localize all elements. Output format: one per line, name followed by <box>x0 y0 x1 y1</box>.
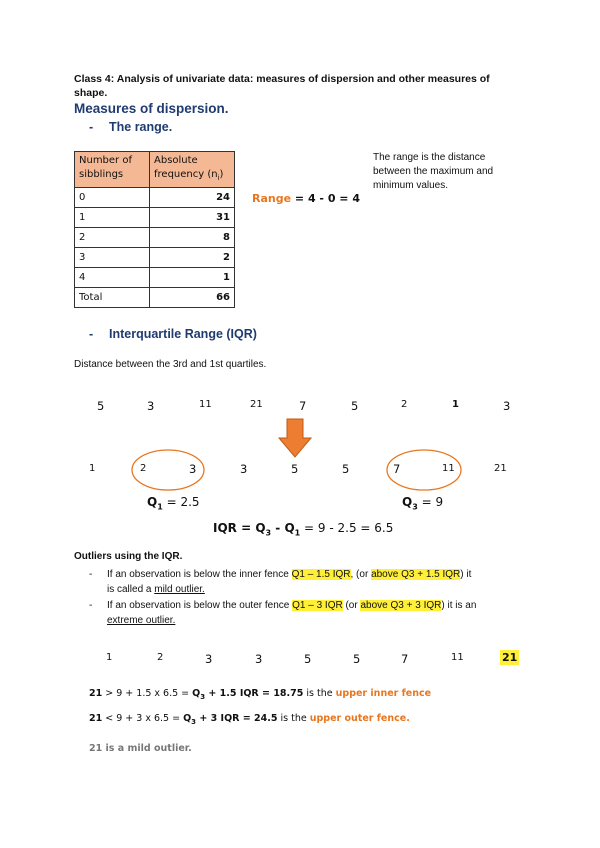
seq-value-highlighted: 21 <box>502 651 518 664</box>
bullet-iqr: - Interquartile Range (IQR) <box>89 327 257 341</box>
iqr-description: Distance between the 3rd and 1st quartiles. <box>74 359 267 370</box>
seq-value: 1 <box>106 652 113 663</box>
seq-value: 1 <box>89 463 96 474</box>
table-header-frequency: Absolute frequency $(n_i)$ <box>150 152 235 188</box>
seq-value: 7 <box>401 652 409 666</box>
outer-fence-inequality: 21 < 9 + 3 x $6.5 = Q_3 + 3$ IQR = 24.5 is the upper outer fence. <box>89 713 410 726</box>
seq-value: 7 <box>299 399 307 413</box>
q1-label: $Q_1 = 2.5$ <box>147 495 200 512</box>
outlier-rule-extreme: - If an observation is below the outer fence Q1 – 3 IQR (or above Q3 + 3 IQR) it is an extreme outlier. <box>89 600 477 626</box>
seq-value: 3 <box>189 462 197 476</box>
seq-value: 2 <box>401 399 408 410</box>
table-header-siblings: Number of sibblings <box>75 152 150 188</box>
seq-value: 5 <box>353 652 361 666</box>
seq-value: 3 <box>147 399 155 413</box>
seq-value: 11 <box>442 463 455 474</box>
seq-value: 2 <box>140 463 147 474</box>
outlier-rule-mild: - If an observation is below the inner fence Q1 – 1.5 IQR, (or above Q3 + 1.5 IQR) it is called a mild outlier. <box>89 569 472 595</box>
seq-value: 3 <box>205 652 213 666</box>
seq-value: 3 <box>255 652 263 666</box>
table-header-row <box>75 152 235 188</box>
table-row: 3 2 <box>75 248 235 268</box>
section-heading: Measures of dispersion. <box>74 101 229 116</box>
inner-fence-inequality: 21 > 9 + 1.5 x $6.5 = Q_3 + 1.5$ IQR = 18.75 is the upper inner fence <box>89 688 432 701</box>
outliers-heading: Outliers using the IQR. <box>74 551 183 562</box>
seq-value: 2 <box>157 652 164 663</box>
seq-value: 5 <box>97 399 105 413</box>
table-row: 1 31 <box>75 208 235 228</box>
page-title: Class 4: Analysis of univariate data: measures of dispersion and other measures of shape. <box>74 73 490 99</box>
seq-value: 3 <box>240 462 248 476</box>
seq-value: 5 <box>342 462 350 476</box>
table-row: 2 8 <box>75 228 235 248</box>
range-note: The range is the distance between the maximum and minimum values. <box>373 152 494 191</box>
seq-value: 5 <box>351 399 359 413</box>
conclusion: 21 is a mild outlier. <box>89 743 192 754</box>
frequency-table <box>74 151 235 308</box>
table-total-row: Total 66 <box>75 288 235 308</box>
seq-value: 11 <box>199 399 212 410</box>
iqr-calculation: IQR = $Q_3 - Q_1 = 9 - 2.5 = 6.5$ <box>213 521 394 538</box>
table-row: 0 24 <box>75 188 235 208</box>
table-row: 4 1 <box>75 268 235 288</box>
bullet-range: - The range. <box>89 120 173 134</box>
seq-value: 1 <box>452 399 459 410</box>
bullet-iqr-text: Interquartile Range (IQR) <box>109 327 257 341</box>
seq-value: 3 <box>503 399 511 413</box>
seq-value: 5 <box>304 652 312 666</box>
q3-label: $Q_3 = 9$ <box>402 495 444 512</box>
range-formula: Range = 4 - 0 = 4 <box>252 192 361 205</box>
seq-value: 5 <box>291 462 299 476</box>
seq-value: 21 <box>250 399 263 410</box>
seq-value: 21 <box>494 463 507 474</box>
seq-value: 11 <box>451 652 464 663</box>
seq-value: 7 <box>393 462 401 476</box>
bullet-range-text: The range. <box>109 120 173 134</box>
